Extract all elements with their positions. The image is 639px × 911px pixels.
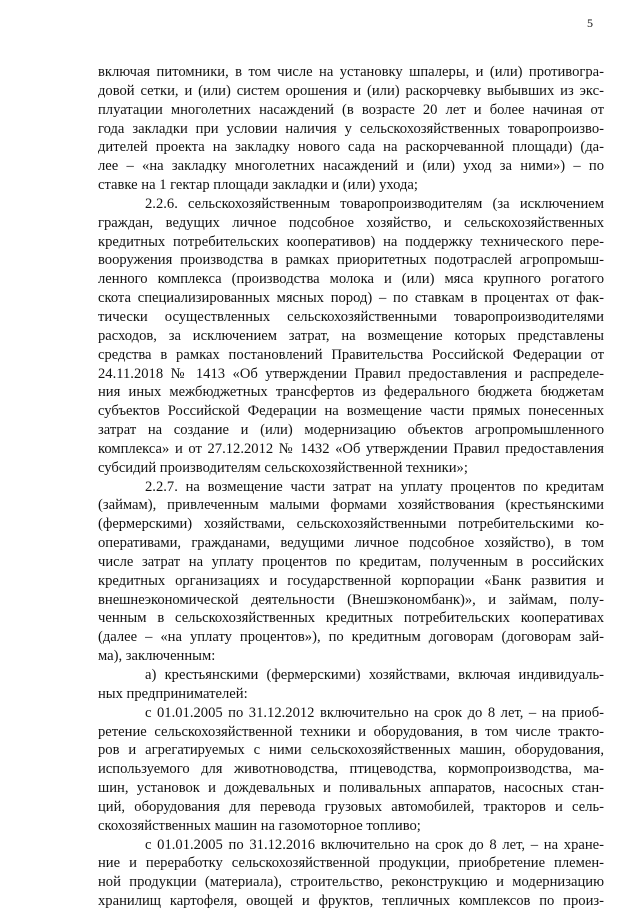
text-line: кредитных потребительских кооперативов) на поддержку технического пере- [98,233,604,250]
text-line: 2.2.7. на возмещение части затрат на уплату процентов по кредитам [145,478,604,495]
text-line: ленного комплекса (производства молока и (или) мяса крупного рогатого [98,271,604,288]
text-line: ставке на 1 гектар площади закладки и (или) ухода; [98,177,418,194]
text-line: тически осуществленных сельскохозяйственными товаропроизводителями [98,308,604,325]
text-line: плуатации многолетних насаждений (в возрасте 20 лет и более начиная от [98,101,604,118]
text-line: числе затрат на уплату процентов по кредитам, полученным в российских [98,553,604,570]
text-line: ной продукции (материала), строительство, реконструкцию и модернизацию [98,874,604,891]
text-line: шин, установок и дождевальных и поливальных аппаратов, насосных стан- [98,780,604,797]
text-line: комплекса» и от 27.12.2012 № 1432 «Об утверждении Правил предоставления [98,440,604,457]
text-line: ма), заключенным: [98,648,216,665]
text-line: (далее – «на уплату процентов»), по кредитным договорам (договорам зай- [98,629,604,646]
text-line: с 01.01.2005 по 31.12.2016 включительно на срок до 8 лет, – на хране- [145,836,604,853]
text-line: ния иных межбюджетных трансфертов из федерального бюджета бюджетам [98,384,604,401]
text-line: расходов, за исключением затрат, на возмещение которых представлены [98,327,604,344]
text-line: ченным в сельскохозяйственных кредитных потребительских кооперативах [98,610,604,627]
text-line: средства в рамках постановлений Правительства Российской Федерации от [98,346,604,363]
text-line: граждан, ведущих личное подсобное хозяйство, и сельскохозяйственных [98,214,604,231]
text-line: ретение сельскохозяйственной техники и оборудования, в том числе тракто- [98,723,604,740]
text-line: довой сетки, и (или) систем орошения и (или) раскорчевку выбывших из экс- [98,82,604,99]
text-line: 2.2.6. сельскохозяйственным товаропроизводителям (за исключением [145,195,604,212]
text-line: (займам), привлеченным малыми формами хозяйствования (крестьянскими [98,497,604,514]
text-line: хранилищ картофеля, овощей и фруктов, тепличных комплексов по произ- [98,893,604,910]
text-line: внешнеэкономической деятельности (Внешэкономбанк)», и займам, полу- [98,591,604,608]
text-line: субъектов Российской Федерации на возмещение части прямых понесенных [98,403,604,420]
text-line: а) крестьянскими (фермерскими) хозяйствами, включая индивидуаль- [145,667,604,683]
text-line: ров и агрегатируемых с ними сельскохозяйственных машин, оборудования, [98,742,604,759]
text-line: 24.11.2018 № 1413 «Об утверждении Правил предоставления и распределе- [98,365,604,382]
text-line: дителей проекта на закладку нового сада на раскорчеванной площади) (да- [98,139,604,156]
text-line: года закладки при условии наличия у сельскохозяйственных товаропроизво- [98,120,604,137]
text-line: оперативами, гражданами, ведущими личное подсобное хозяйство), в том [98,535,604,552]
text-line: используемого для животноводства, птицеводства, кормопроизводства, ма- [98,761,604,778]
text-line: скохозяйственных машин на газомоторное топливо; [98,817,421,834]
text-line: ций, оборудования для перевода грузовых автомобилей, тракторов и сель- [98,798,604,815]
text-line: ных предпринимателей: [98,685,248,702]
text-line: вооружения производства в рамках приоритетных подотраслей агропромыш- [98,252,604,269]
text-line: с 01.01.2005 по 31.12.2012 включительно на срок до 8 лет, – на приоб- [145,704,604,721]
page-number: 5 [587,16,593,30]
text-line: лее – «на закладку многолетних насаждений и (или) уход за ними») – по [98,158,604,175]
text-line: скота специализированных мясных пород) – по ставкам в процентах от фак- [98,290,604,307]
text-line: субсидий производителям сельскохозяйственной техники»; [98,459,468,476]
text-line: включая питомники, в том числе на установку шпалеры, и (или) противогра- [98,64,604,80]
text-line: ние и переработку сельскохозяйственной продукции, приобретение племен- [98,855,604,872]
text-line: затрат на создание и (или) модернизацию объектов агропромышленного [98,422,604,439]
text-line: (фермерскими) хозяйствами, сельскохозяйственными потребительскими ко- [98,516,604,533]
document-body [98,63,604,911]
text-line: кредитных организациях и государственной корпорации «Банк развития и [98,572,604,589]
